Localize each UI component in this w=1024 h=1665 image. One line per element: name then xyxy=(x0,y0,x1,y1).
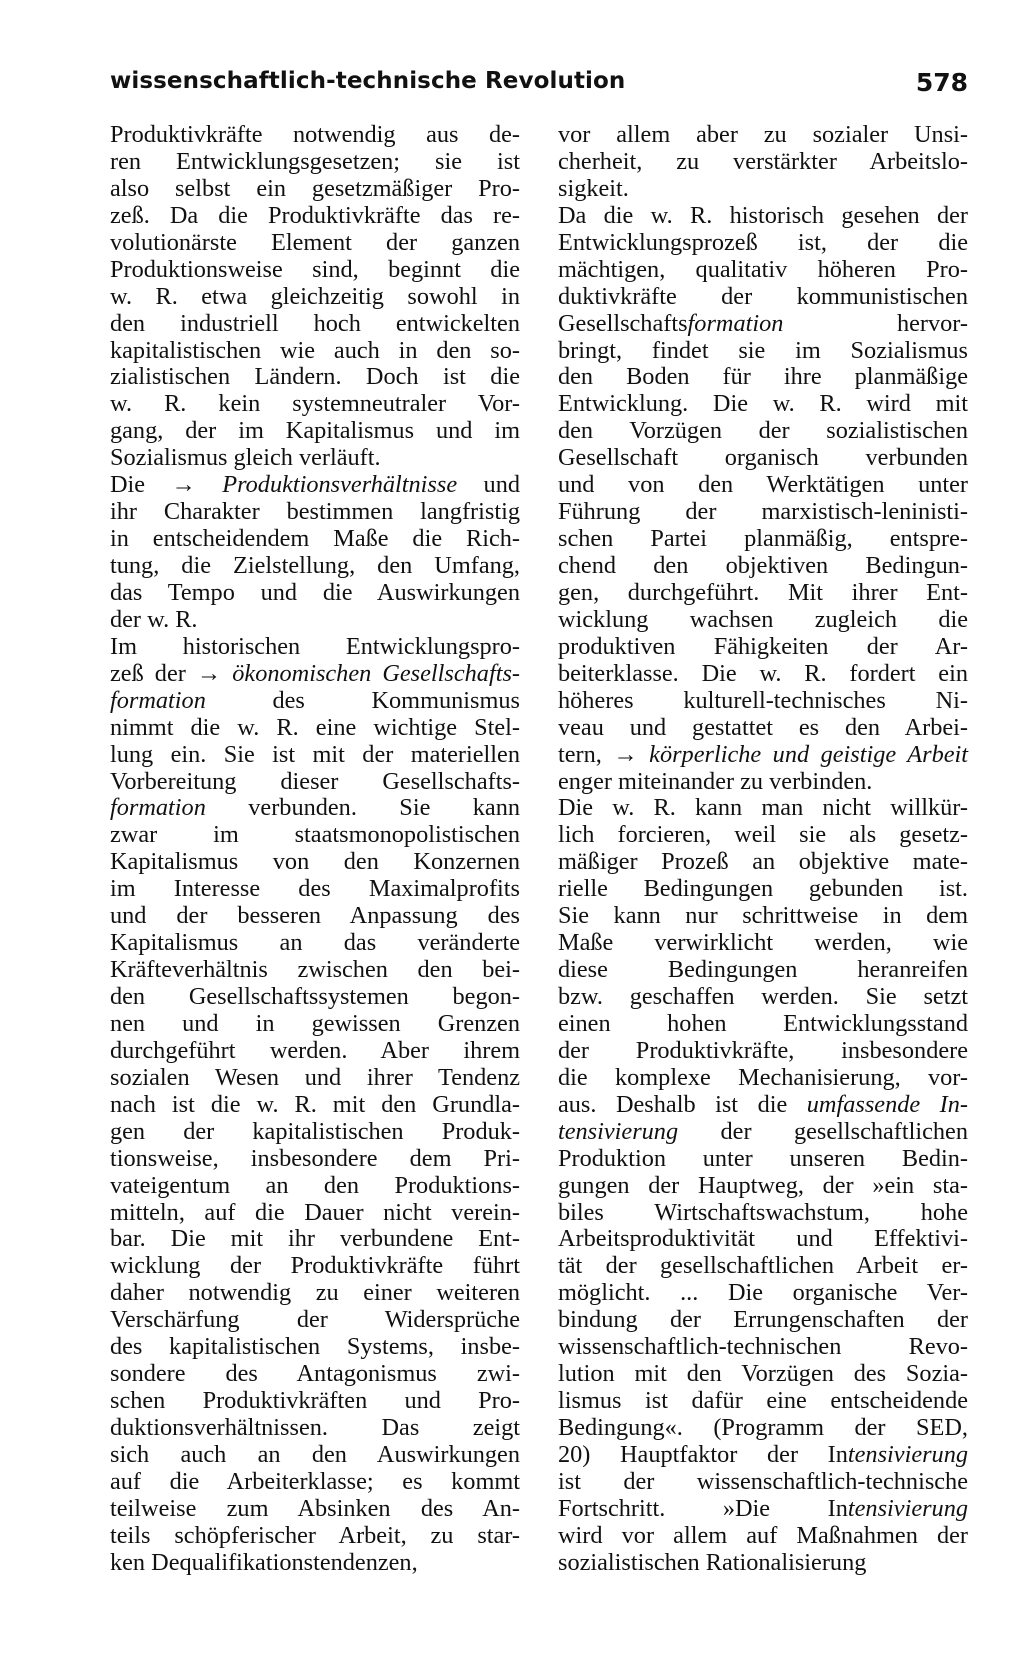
text-line: schen Produktivkräften und Pro- xyxy=(110,1387,520,1415)
text-line: schen Partei planmäßig, entspre- xyxy=(558,525,968,553)
text-line: zeß. Da die Produktivkräfte das re- xyxy=(110,201,520,229)
text-line: w. R. etwa gleichzeitig sowohl in xyxy=(110,282,520,310)
text-line: zialistischen Ländern. Doch ist die xyxy=(110,363,520,391)
text-line: Gesellschaft organisch verbunden xyxy=(558,444,968,472)
page-title: wissenschaftlich-technische Revolution xyxy=(110,68,626,94)
text-line: wicklung wachsen zugleich die xyxy=(558,605,968,633)
text-line: gungen der Hauptweg, der »ein sta- xyxy=(558,1171,968,1199)
text-line: Bedingung«. (Programm der SED, xyxy=(558,1414,968,1441)
cross-reference-term: tensivierung xyxy=(558,1117,679,1145)
text-line: teilweise zum Absinken des An- xyxy=(110,1494,520,1522)
text-line: daher notwendig zu einer weiteren xyxy=(110,1279,520,1307)
cross-reference-term: tensivierung xyxy=(847,1440,968,1468)
text-line: vor allem aber zu sozialer Unsi- xyxy=(558,121,968,148)
text-line: wissenschaftlich-technischen Revo- xyxy=(558,1333,968,1361)
text-line: bringt, findet sie im Sozialismus xyxy=(558,336,968,364)
text-line: auf die Arbeiterklasse; es kommt xyxy=(110,1467,520,1495)
text-line: Die w. R. kann man nicht willkür- xyxy=(558,794,968,822)
text-line: höheres kulturell-technisches Ni- xyxy=(558,686,968,714)
text-line: den Vorzügen der sozialistischen xyxy=(558,417,968,445)
text-line: Arbeitsproduktivität und Effektivi- xyxy=(558,1225,968,1253)
text-line: enger miteinander zu verbinden. xyxy=(558,767,873,795)
cross-reference-term: formation xyxy=(110,794,206,822)
text-line: nen und in gewissen Grenzen xyxy=(110,1009,520,1037)
page-number: 578 xyxy=(915,68,968,97)
text-line: tät der gesellschaftlichen Arbeit er- xyxy=(558,1252,968,1280)
cross-reference-term: Produktionsverhältnisse xyxy=(222,471,458,499)
text-line: also selbst ein gesetzmäßiger Pro- xyxy=(110,174,520,202)
text-line: Da die w. R. historisch gesehen der xyxy=(558,201,968,229)
text-line: ken Dequalifikationstendenzen, xyxy=(110,1548,418,1576)
cross-reference-term: ökonomischen Gesellschafts- xyxy=(232,659,520,687)
text-line: den Gesellschaftssystemen begon- xyxy=(110,983,520,1010)
text-line: Führung der marxistisch-leninisti- xyxy=(558,498,968,526)
text-line: der Produktivkräfte, insbesondere xyxy=(558,1036,968,1064)
text-line: gen der kapitalistischen Produk- xyxy=(110,1117,520,1145)
text-line: zwar im staatsmonopolistischen xyxy=(110,821,520,849)
text-line: nimmt die w. R. eine wichtige Stel- xyxy=(110,713,520,741)
text-line: Vorbereitung dieser Gesellschafts- xyxy=(110,767,520,795)
text-line: w. R. kein systemneutraler Vor- xyxy=(110,390,520,418)
cross-reference-term: körperliche und geistige Arbeit xyxy=(649,740,968,768)
text-line: Sozialismus gleich verläuft. xyxy=(110,444,381,472)
text-line: produktiven Fähigkeiten der Ar- xyxy=(558,632,968,660)
text-line: rielle Bedingungen gebunden ist. xyxy=(558,875,968,903)
text-line: einen hohen Entwicklungsstand xyxy=(558,1009,968,1037)
cross-reference-term: formation xyxy=(687,309,784,337)
text-line: bzw. geschaffen werden. Sie setzt xyxy=(558,983,968,1010)
text-line: formation des Kommunismus xyxy=(110,686,520,714)
text-line: tensivierung der gesellschaftlichen xyxy=(558,1117,968,1145)
text-line: sigkeit. xyxy=(558,174,629,202)
text-line: Entwicklungsprozeß ist, der die xyxy=(558,228,968,256)
text-line: den industriell hoch entwickelten xyxy=(110,309,520,337)
text-line: durchgeführt werden. Aber ihrem xyxy=(110,1036,520,1064)
text-line: duktionsverhältnissen. Das zeigt xyxy=(110,1414,520,1441)
text-line: Im historischen Entwicklungspro- xyxy=(110,632,520,660)
text-line: nach ist die w. R. mit den Grundla- xyxy=(110,1090,520,1118)
text-line: Sie kann nur schrittweise in dem xyxy=(558,902,968,930)
text-line: der w. R. xyxy=(110,605,198,633)
text-line: lution mit den Vorzügen des Sozia- xyxy=(558,1360,968,1388)
text-line: und der besseren Anpassung des xyxy=(110,902,520,930)
text-line: bindung der Errungenschaften der xyxy=(558,1306,968,1334)
right-column xyxy=(558,122,968,1577)
text-line: den Boden für ihre planmäßige xyxy=(558,363,968,391)
text-line: volutionärste Element der ganzen xyxy=(110,228,520,256)
cross-reference-term: umfassende In- xyxy=(806,1090,968,1118)
text-line: Produktionsweise sind, beginnt die xyxy=(110,255,520,283)
text-line: duktivkräfte der kommunistischen xyxy=(558,282,968,310)
text-line: gen, durchgeführt. Mit ihrer Ent- xyxy=(558,578,968,606)
text-line: in entscheidendem Maße die Rich- xyxy=(110,525,520,553)
text-line: Gesellschaftsformation hervor- xyxy=(558,309,968,337)
text-line: vateigentum an den Produktions- xyxy=(110,1171,520,1199)
text-line: Produktivkräfte notwendig aus de- xyxy=(110,121,520,148)
text-line: kapitalistischen wie auch in den so- xyxy=(110,336,520,364)
cross-reference-term: formation xyxy=(110,686,206,714)
text-line: formation verbunden. Sie kann xyxy=(110,794,520,822)
text-line: Produktion unter unseren Bedin- xyxy=(558,1144,968,1172)
text-line: Kapitalismus von den Konzernen xyxy=(110,848,520,876)
text-line: zeß der → ökonomischen Gesellschafts- xyxy=(110,659,520,687)
text-line: des kapitalistischen Systems, insbe- xyxy=(110,1333,520,1361)
text-line: sozialen Wesen und ihrer Tendenz xyxy=(110,1063,520,1091)
text-line: Die → Produktionsverhältnisse und xyxy=(110,471,520,499)
text-line: Verschärfung der Widersprüche xyxy=(110,1306,520,1334)
left-column xyxy=(110,122,520,1577)
text-line: aus. Deshalb ist die umfassende In- xyxy=(558,1090,968,1118)
text-line: mitteln, auf die Dauer nicht verein- xyxy=(110,1198,520,1226)
text-line: und von den Werktätigen unter xyxy=(558,471,968,499)
text-line: Kräfteverhältnis zwischen den bei- xyxy=(110,956,520,984)
text-line: beiterklasse. Die w. R. fordert ein xyxy=(558,659,968,687)
text-line: Kapitalismus an das veränderte xyxy=(110,929,520,957)
text-line: biles Wirtschaftswachstum, hohe xyxy=(558,1198,968,1226)
text-line: ren Entwicklungsgesetzen; sie ist xyxy=(110,147,520,175)
text-line: sondere des Antagonismus zwi- xyxy=(110,1360,520,1388)
running-head xyxy=(110,68,968,108)
text-line: diese Bedingungen heranreifen xyxy=(558,956,968,984)
text-line: bar. Die mit ihr verbundene Ent- xyxy=(110,1225,520,1253)
text-line: tung, die Zielstellung, den Umfang, xyxy=(110,552,520,579)
text-line: Entwicklung. Die w. R. wird mit xyxy=(558,390,968,418)
text-line: Fortschritt. »Die Intensivierung xyxy=(558,1494,968,1522)
text-line: mäßiger Prozeß an objektive mate- xyxy=(558,848,968,876)
text-line: das Tempo und die Auswirkungen xyxy=(110,578,520,606)
text-line: mächtigen, qualitativ höheren Pro- xyxy=(558,255,968,283)
text-line: tern, → körperliche und geistige Arbeit xyxy=(558,740,968,768)
text-line: veau und gestattet es den Arbei- xyxy=(558,713,968,741)
text-line: lich forcieren, weil sie als gesetz- xyxy=(558,821,968,849)
cross-reference-term: tensivierung xyxy=(847,1494,968,1522)
text-line: teils schöpferischer Arbeit, zu star- xyxy=(110,1521,520,1549)
text-line: tionsweise, insbesondere dem Pri- xyxy=(110,1144,520,1172)
text-line: sozialistischen Rationalisierung xyxy=(558,1548,867,1576)
text-line: lismus ist dafür eine entscheidende xyxy=(558,1387,968,1415)
text-line: cherheit, zu verstärkter Arbeitslo- xyxy=(558,147,968,175)
text-line: im Interesse des Maximalprofits xyxy=(110,875,520,903)
text-line: wird vor allem auf Maßnahmen der xyxy=(558,1521,968,1549)
text-line: sich auch an den Auswirkungen xyxy=(110,1440,520,1468)
text-line: chend den objektiven Bedingun- xyxy=(558,552,968,579)
text-line: Maße verwirklicht werden, wie xyxy=(558,929,968,957)
text-line: die komplexe Mechanisierung, vor- xyxy=(558,1063,968,1091)
text-line: möglicht. ... Die organische Ver- xyxy=(558,1279,968,1307)
text-line: 20) Hauptfaktor der Intensivierung xyxy=(558,1440,968,1468)
text-line: ihr Charakter bestimmen langfristig xyxy=(110,498,520,526)
text-line: gang, der im Kapitalismus und im xyxy=(110,417,520,445)
text-line: wicklung der Produktivkräfte führt xyxy=(110,1252,520,1280)
text-line: lung ein. Sie ist mit der materiellen xyxy=(110,740,520,768)
text-line: ist der wissenschaftlich-technische xyxy=(558,1467,968,1495)
